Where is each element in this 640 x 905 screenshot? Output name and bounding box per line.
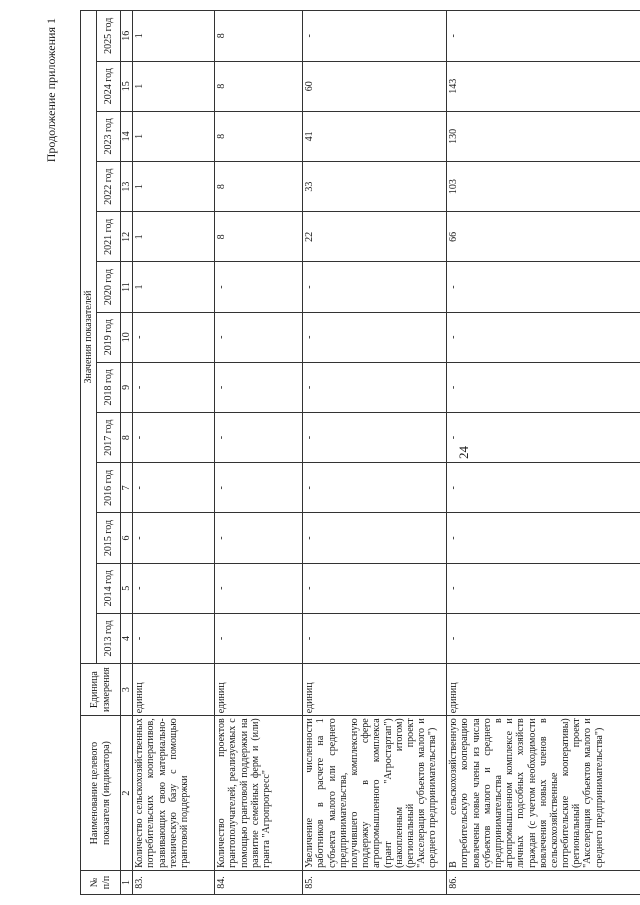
unit-cell: единиц — [215, 664, 303, 716]
value-cell: 1 — [133, 111, 215, 161]
table-row — [303, 11, 447, 895]
header-year: 2016 год — [97, 463, 121, 513]
value-cell: - — [133, 362, 215, 412]
header-year: 2025 год — [97, 11, 121, 62]
column-number: 2 — [121, 716, 133, 871]
unit-cell: единиц — [303, 664, 447, 716]
column-number: 11 — [121, 262, 133, 312]
page-number: 24 — [456, 446, 471, 459]
value-cell: - — [215, 312, 303, 362]
value-cell: 1 — [133, 61, 215, 111]
indicator-name: Количество сельскохозяйственных потребительских кооперативов, развивающих свою материально-техническую базу с помощью грантовой поддержки — [133, 716, 215, 871]
value-cell: 8 — [215, 162, 303, 212]
value-cell: 8 — [215, 61, 303, 111]
header-unit: Единица измерения — [81, 664, 121, 716]
value-cell: - — [447, 613, 640, 663]
value-cell: 103 — [447, 162, 640, 212]
value-cell: - — [303, 312, 447, 362]
indicator-name: В сельскохозяйственную потребительскую кооперацию вовлечены новые члены из числа субъектов малого и среднего предпринимательства в агропромышленном комплексе и личных подсобных хозяйств граждан (с учетом необходимости вовлечения новых членов в сельскохозяйственные потребительские кооперативы) (региональный проект "Акселерация субъектов малого и среднего предпринимательства") — [447, 716, 640, 871]
value-cell: 60 — [303, 61, 447, 111]
value-cell: 1 — [133, 212, 215, 262]
column-number: 13 — [121, 162, 133, 212]
column-number: 7 — [121, 463, 133, 513]
value-cell: - — [133, 613, 215, 663]
header-values-group: Значения показателей — [81, 11, 97, 664]
value-cell: - — [133, 312, 215, 362]
value-cell: - — [303, 463, 447, 513]
value-cell: - — [133, 463, 215, 513]
header-year: 2023 год — [97, 111, 121, 161]
value-cell: - — [447, 563, 640, 613]
value-cell: - — [303, 413, 447, 463]
value-cell: - — [303, 513, 447, 563]
continuation-note: Продолжение приложения 1 — [44, 18, 58, 163]
value-cell: 1 — [133, 162, 215, 212]
header-year: 2018 год — [97, 362, 121, 412]
value-cell: 8 — [215, 11, 303, 62]
indicators-table — [80, 10, 640, 895]
table-row — [447, 11, 640, 895]
header-name: Наименование целевого показателя (индикатора) — [81, 716, 121, 871]
column-number: 1 — [121, 870, 133, 894]
value-cell: - — [303, 11, 447, 62]
column-number: 12 — [121, 212, 133, 262]
value-cell: 33 — [303, 162, 447, 212]
value-cell: 41 — [303, 111, 447, 161]
column-number: 4 — [121, 613, 133, 663]
header-year: 2019 год — [97, 312, 121, 362]
value-cell: - — [303, 613, 447, 663]
column-number: 9 — [121, 362, 133, 412]
value-cell: - — [133, 413, 215, 463]
column-number: 14 — [121, 111, 133, 161]
unit-cell: единиц — [133, 664, 215, 716]
value-cell: - — [215, 463, 303, 513]
header-year: 2013 год — [97, 613, 121, 663]
value-cell: - — [303, 362, 447, 412]
header-year: 2021 год — [97, 212, 121, 262]
column-number: 5 — [121, 563, 133, 613]
column-number: 6 — [121, 513, 133, 563]
indicator-name: Количество проектов грантополучателей, реализуемых с помощью грантовой поддержки на развитие семейных ферм и (или) гранта "Агропрогресс" — [215, 716, 303, 871]
value-cell: 8 — [215, 111, 303, 161]
value-cell: - — [215, 613, 303, 663]
column-number: 10 — [121, 312, 133, 362]
value-cell: 22 — [303, 212, 447, 262]
table-row — [133, 11, 215, 895]
column-number: 15 — [121, 61, 133, 111]
value-cell: - — [215, 563, 303, 613]
header-year: 2014 год — [97, 563, 121, 613]
header-year: 2024 год — [97, 61, 121, 111]
value-cell: - — [447, 262, 640, 312]
value-cell: 130 — [447, 111, 640, 161]
unit-cell: единиц — [447, 664, 640, 716]
row-number: 84. — [215, 870, 303, 894]
value-cell: - — [303, 563, 447, 613]
table-row — [215, 11, 303, 895]
indicator-name: Увеличение численности работников в расчете на 1 субъекта малого или среднего предпринимательства, получившего комплексную поддержку в сфере агропромышленного комплекса (грант "Агростартап") (накопленным итогом) (региональный проект "Акселерация субъектов малого и среднего предпринимательства") — [303, 716, 447, 871]
value-cell: 8 — [215, 212, 303, 262]
value-cell: 143 — [447, 61, 640, 111]
value-cell: - — [215, 262, 303, 312]
value-cell: - — [215, 413, 303, 463]
header-year: 2017 год — [97, 413, 121, 463]
value-cell: - — [133, 513, 215, 563]
value-cell: - — [447, 11, 640, 62]
value-cell: - — [133, 563, 215, 613]
value-cell: - — [303, 262, 447, 312]
column-number: 3 — [121, 664, 133, 716]
value-cell: - — [215, 513, 303, 563]
value-cell: - — [447, 362, 640, 412]
value-cell: - — [447, 463, 640, 513]
value-cell: - — [447, 413, 640, 463]
value-cell: - — [447, 513, 640, 563]
value-cell: - — [447, 312, 640, 362]
header-year: 2020 год — [97, 262, 121, 312]
column-number: 8 — [121, 413, 133, 463]
row-number: 85. — [303, 870, 447, 894]
value-cell: 66 — [447, 212, 640, 262]
value-cell: - — [215, 362, 303, 412]
value-cell: 1 — [133, 262, 215, 312]
value-cell: 1 — [133, 11, 215, 62]
header-year: 2022 год — [97, 162, 121, 212]
header-year: 2015 год — [97, 513, 121, 563]
column-number: 16 — [121, 11, 133, 62]
row-number: 83. — [133, 870, 215, 894]
header-num: № п/п — [81, 870, 121, 894]
row-number: 86. — [447, 870, 640, 894]
